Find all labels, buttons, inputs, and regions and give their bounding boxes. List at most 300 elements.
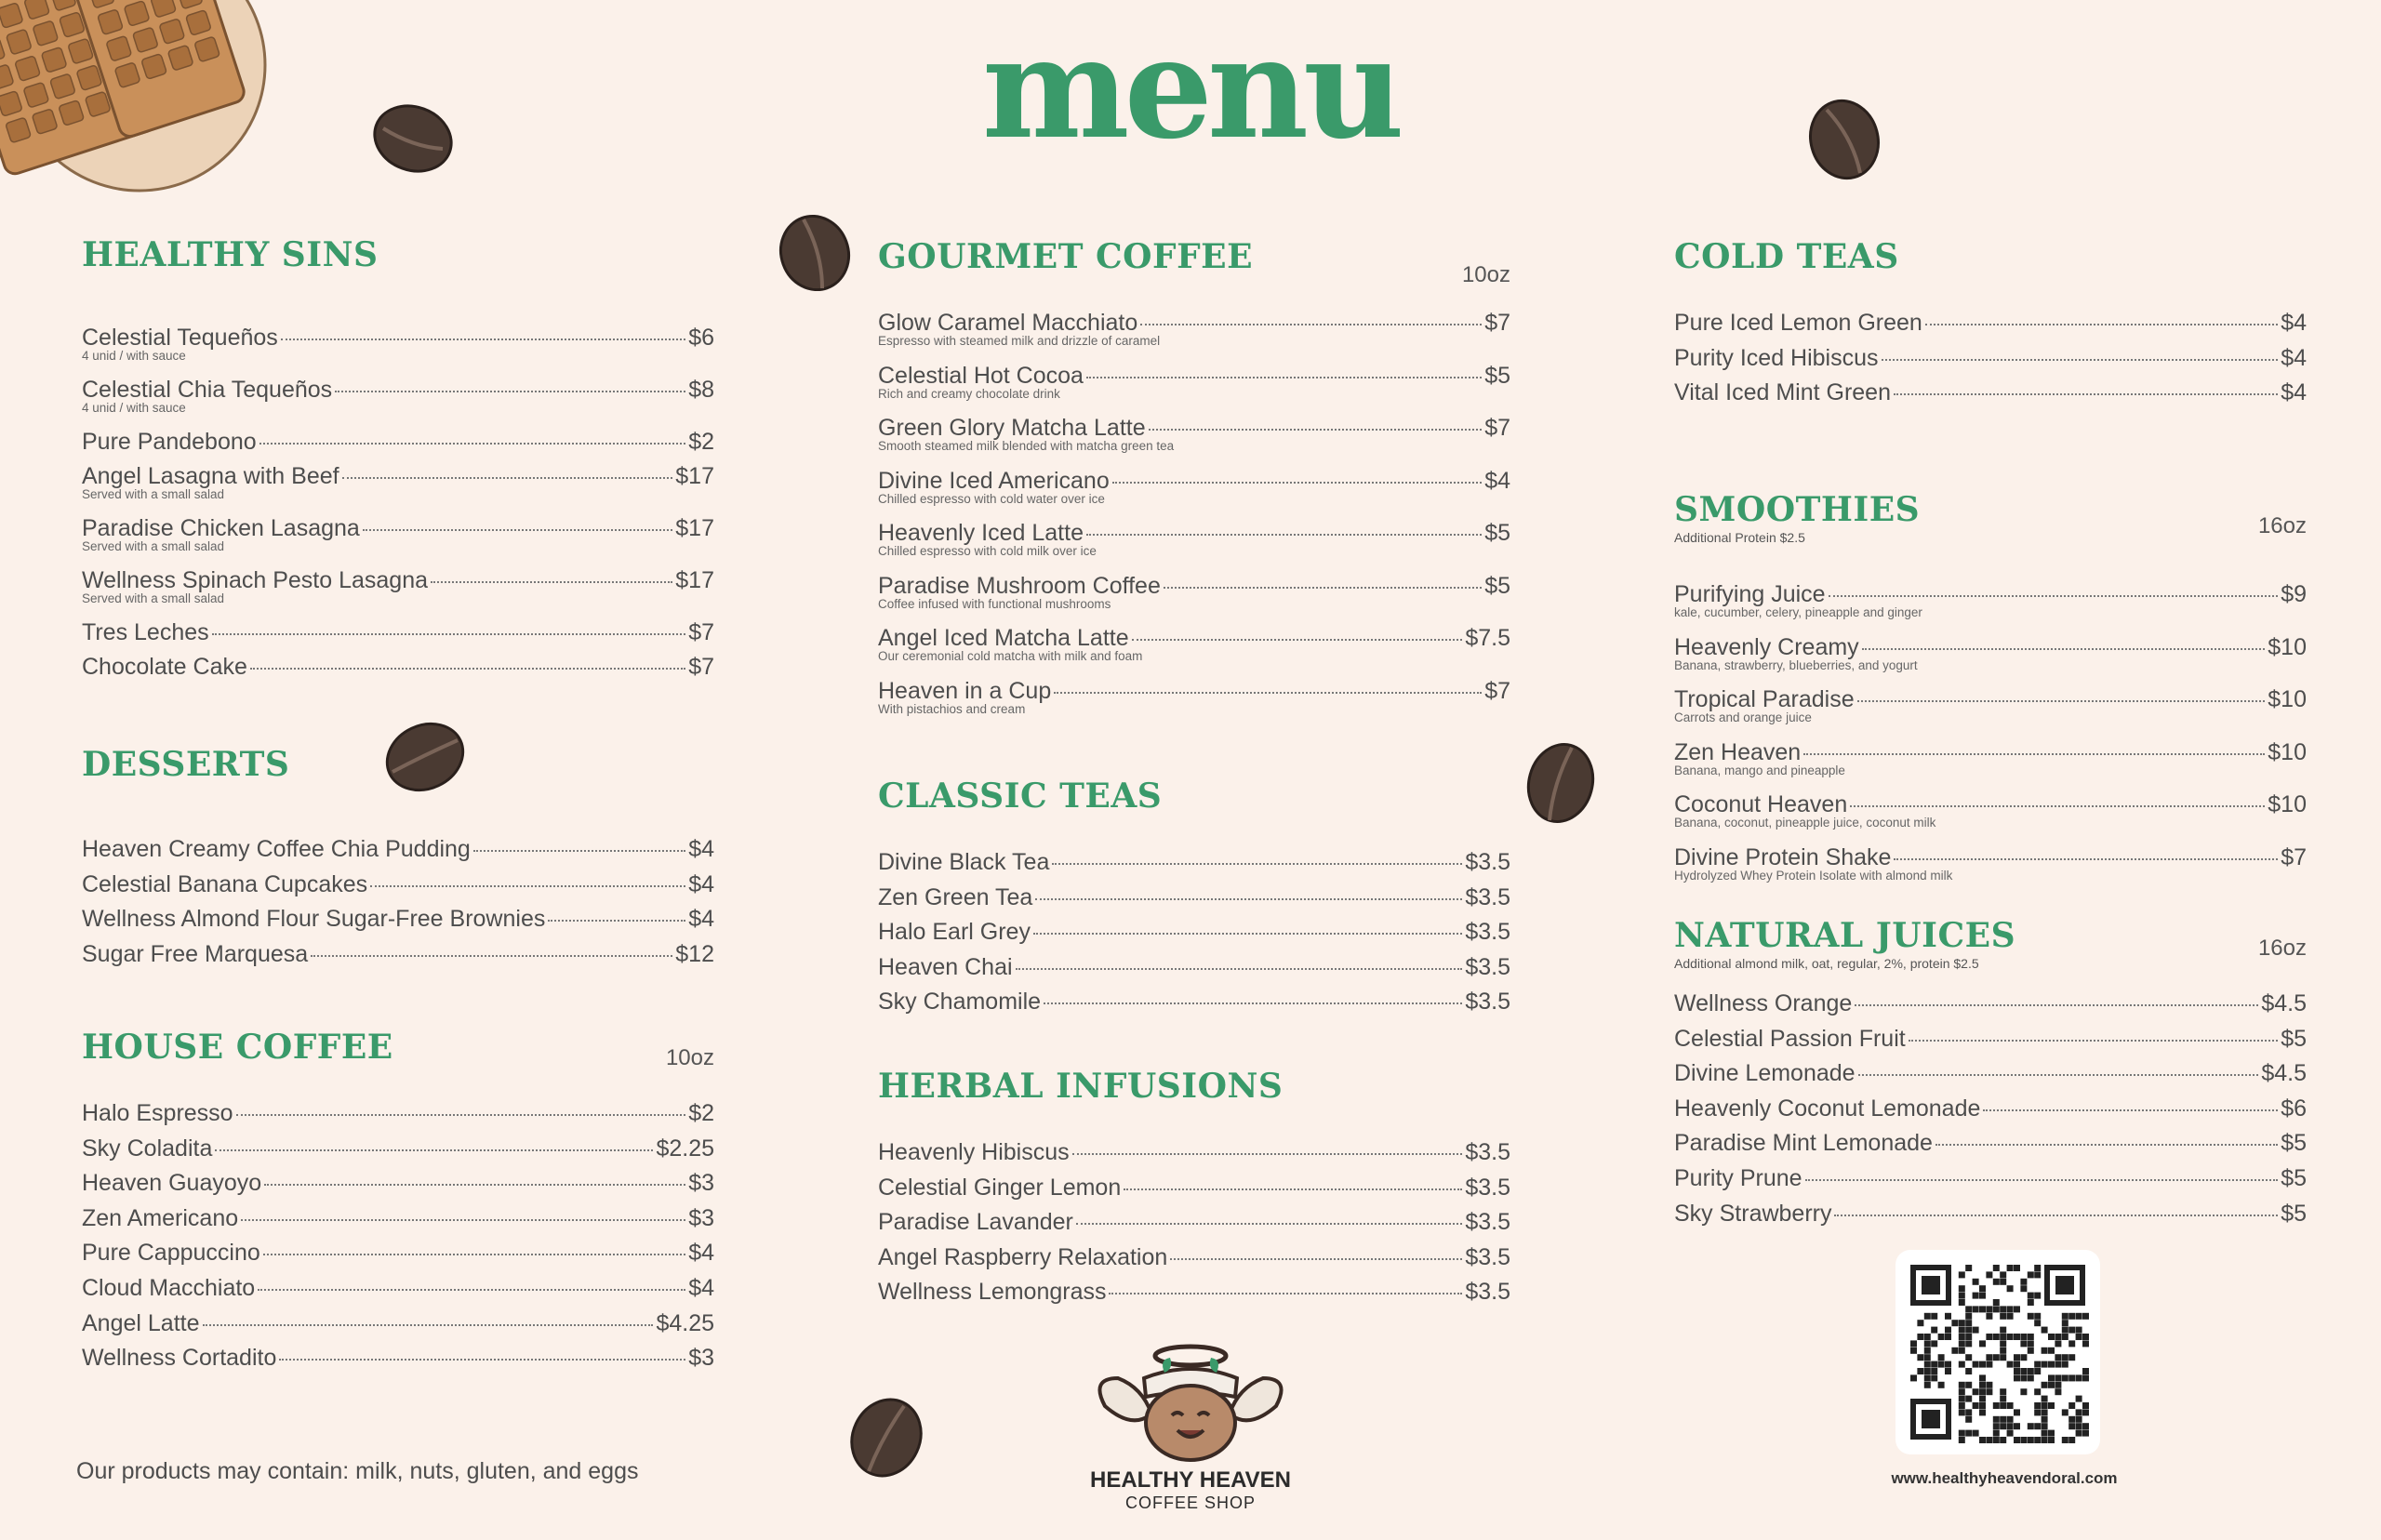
item-name: Divine Black Tea	[878, 849, 1050, 875]
item-price: $5	[2281, 1025, 2307, 1052]
item-name: Tres Leches	[82, 619, 209, 645]
section-cold-teas	[1674, 237, 2307, 405]
dot-leader	[1894, 858, 2278, 860]
section-heading: HOUSE COFFEE	[82, 1028, 393, 1067]
item-price: $7	[688, 654, 714, 680]
dot-leader	[236, 1114, 686, 1116]
menu-item	[878, 1278, 1510, 1306]
item-price: $9	[2281, 581, 2307, 607]
item-price: $17	[675, 515, 714, 541]
menu-item	[82, 653, 714, 681]
menu-item	[1674, 1129, 2307, 1157]
item-price: $3.5	[1465, 1139, 1510, 1165]
angel-mascot-logo	[1086, 1341, 1295, 1466]
menu-item-row	[1674, 685, 2307, 713]
item-price: $17	[675, 567, 714, 593]
menu-item-row	[878, 1243, 1510, 1271]
item-name: Heaven in a Cup	[878, 677, 1052, 704]
dot-leader	[1140, 324, 1482, 325]
section-natural-juices	[1674, 916, 2307, 1227]
item-name: Cloud Macchiato	[82, 1275, 256, 1301]
menu-item-row	[1674, 344, 2307, 372]
item-price: $4	[688, 1275, 714, 1301]
section-gourmet-coffee	[878, 237, 1510, 716]
menu-item	[1674, 1025, 2307, 1053]
menu-item	[1674, 633, 2307, 672]
menu-item	[82, 835, 714, 863]
menu-item	[1674, 1200, 2307, 1228]
menu-item-row	[878, 883, 1510, 911]
item-name: Heavenly Iced Latte	[878, 520, 1084, 546]
item-price: $4	[688, 906, 714, 932]
section-note: Additional Protein $2.5	[1674, 530, 1805, 545]
menu-item	[82, 618, 714, 646]
item-price: $8	[688, 377, 714, 403]
dot-leader	[241, 1219, 685, 1221]
item-name: Sky Strawberry	[1674, 1200, 1832, 1227]
menu-item	[878, 953, 1510, 981]
menu-item-row	[878, 624, 1510, 652]
item-name: Paradise Mushroom Coffee	[878, 572, 1161, 599]
coffee-bean-icon	[1806, 97, 1882, 182]
menu-item	[82, 1169, 714, 1197]
item-name: Angel Iced Matcha Latte	[878, 625, 1129, 651]
item-price: $3	[688, 1204, 714, 1231]
dot-leader	[548, 920, 685, 922]
item-price: $7	[688, 619, 714, 645]
dot-leader	[1894, 393, 2278, 395]
dot-leader	[1072, 1153, 1463, 1155]
item-name: Divine Protein Shake	[1674, 843, 1892, 870]
menu-item	[82, 1099, 714, 1127]
menu-item-row	[1674, 1200, 2307, 1228]
menu-item-row	[82, 618, 714, 646]
dot-leader	[342, 477, 673, 479]
dot-leader	[1857, 700, 2266, 702]
menu-item	[1674, 989, 2307, 1017]
qr-code-icon	[1895, 1250, 2100, 1454]
menu-item-row	[82, 1169, 714, 1197]
item-price: $3.5	[1465, 1209, 1510, 1235]
item-name: Divine Iced Americano	[878, 467, 1110, 494]
item-name: Heaven Chai	[878, 953, 1013, 980]
item-name: Heavenly Hibiscus	[878, 1139, 1070, 1165]
menu-item	[878, 883, 1510, 911]
menu-item-row	[878, 362, 1510, 390]
dot-leader	[1170, 1258, 1462, 1260]
item-name: Purifying Juice	[1674, 581, 1826, 607]
item-price: $12	[675, 940, 714, 967]
item-name: Halo Espresso	[82, 1100, 233, 1126]
item-name: Purity Prune	[1674, 1165, 1802, 1191]
menu-item-row	[878, 918, 1510, 946]
waffle-illustration	[0, 0, 270, 214]
item-name: Celestial Chia Tequeños	[82, 377, 333, 403]
item-name: Heavenly Creamy	[1674, 633, 1859, 660]
dot-leader	[1862, 648, 2266, 650]
item-description: 4 unid / with sauce	[82, 401, 186, 415]
menu-item-row	[878, 309, 1510, 337]
menu-item-row	[82, 1239, 714, 1267]
item-price: $5	[2281, 1130, 2307, 1157]
menu-item-row	[82, 1274, 714, 1302]
item-price: $6	[2281, 1095, 2307, 1122]
item-name: Wellness Spinach Pesto Lasagna	[82, 567, 428, 593]
menu-item	[82, 514, 714, 553]
menu-item	[1674, 580, 2307, 619]
menu-item	[1674, 309, 2307, 337]
menu-item	[878, 1174, 1510, 1201]
item-name: Heaven Guayoyo	[82, 1170, 262, 1197]
menu-item	[82, 376, 714, 415]
item-price: $2	[688, 1100, 714, 1126]
menu-item	[1674, 378, 2307, 406]
menu-item-row	[878, 1208, 1510, 1236]
item-name: Halo Earl Grey	[878, 919, 1031, 945]
dot-leader	[1829, 595, 2279, 597]
item-name: Vital Iced Mint Green	[1674, 379, 1891, 405]
item-price: $3.5	[1465, 883, 1510, 910]
menu-item-row	[1674, 790, 2307, 818]
menu-item-row	[1674, 1095, 2307, 1122]
item-description: Chilled espresso with cold water over ice	[878, 491, 1105, 506]
menu-item	[82, 1135, 714, 1162]
section-smoothies	[1674, 490, 2307, 883]
menu-item-row	[878, 677, 1510, 705]
item-name: Pure Pandebono	[82, 429, 257, 455]
menu-item	[878, 1208, 1510, 1236]
dot-leader	[1086, 534, 1482, 536]
menu-item-row	[82, 1344, 714, 1372]
dot-leader	[1054, 692, 1482, 694]
item-name: Paradise Mint Lemonade	[1674, 1130, 1933, 1157]
item-name: Celestial Passion Fruit	[1674, 1025, 1906, 1052]
item-price: $4	[2281, 310, 2307, 336]
menu-item-row	[878, 519, 1510, 547]
item-price: $3	[688, 1170, 714, 1197]
menu-item	[878, 572, 1510, 611]
item-description: With pistachios and cream	[878, 701, 1026, 716]
item-name: Angel Lasagna with Beef	[82, 463, 339, 489]
item-description: 4 unid / with sauce	[82, 349, 186, 363]
dot-leader	[1850, 805, 2265, 807]
dot-leader	[431, 581, 672, 583]
dot-leader	[1112, 482, 1482, 484]
item-name: Heavenly Coconut Lemonade	[1674, 1095, 1981, 1122]
item-name: Purity Iced Hibiscus	[1674, 344, 1879, 371]
section-heading: NATURAL JUICES	[1674, 916, 2016, 955]
menu-item	[878, 519, 1510, 558]
section-heading: SMOOTHIES	[1674, 490, 1921, 529]
menu-item	[1674, 1164, 2307, 1192]
item-name: Wellness Almond Flour Sugar-Free Brownies	[82, 906, 546, 932]
size-label: 10oz	[1461, 262, 1510, 287]
item-name: Celestial Tequeños	[82, 325, 278, 351]
menu-item	[878, 362, 1510, 401]
menu-item	[1674, 344, 2307, 372]
dot-leader	[1834, 1215, 2278, 1216]
item-price: $7	[2281, 843, 2307, 870]
section-heading: GOURMET COFFEE	[878, 237, 1254, 276]
item-description: Espresso with steamed milk and drizzle of caramel	[878, 334, 1161, 348]
menu-item	[82, 1239, 714, 1267]
item-name: Sky Chamomile	[878, 989, 1042, 1015]
dot-leader	[264, 1184, 685, 1186]
menu-item	[878, 918, 1510, 946]
dot-leader	[1124, 1188, 1462, 1190]
menu-item	[82, 1344, 714, 1372]
dot-leader	[1803, 753, 2265, 755]
dot-leader	[1805, 1179, 2279, 1181]
dot-leader	[212, 633, 686, 635]
dot-leader	[1855, 1004, 2258, 1006]
menu-item	[82, 905, 714, 933]
dot-leader	[263, 1254, 685, 1255]
item-description: Coffee infused with functional mushrooms	[878, 596, 1111, 611]
menu-item	[82, 462, 714, 501]
menu-item-row	[1674, 738, 2307, 766]
menu-item-row	[1674, 1129, 2307, 1157]
dot-leader	[215, 1149, 653, 1151]
menu-item-row	[82, 653, 714, 681]
section-heading: DESSERTS	[82, 745, 290, 784]
item-name: Tropical Paradise	[1674, 686, 1855, 712]
menu-item-row	[1674, 633, 2307, 661]
item-price: $10	[2268, 738, 2307, 765]
menu-item-row	[82, 870, 714, 898]
menu-item-row	[1674, 1025, 2307, 1053]
section-heading: CLASSIC TEAS	[878, 777, 1163, 816]
item-name: Heaven Creamy Coffee Chia Pudding	[82, 836, 471, 862]
item-price: $5	[1484, 572, 1510, 599]
menu-item	[1674, 738, 2307, 777]
item-name: Zen Heaven	[1674, 738, 1802, 765]
item-price: $5	[2281, 1165, 2307, 1191]
item-price: $17	[675, 463, 714, 489]
dot-leader	[281, 339, 685, 340]
item-name: Angel Latte	[82, 1309, 200, 1336]
item-description: Served with a small salad	[82, 539, 225, 553]
menu-item	[82, 1204, 714, 1232]
item-name: Wellness Lemongrass	[878, 1279, 1107, 1305]
item-description: Banana, strawberry, blueberries, and yogurt	[1674, 657, 1918, 672]
dot-leader	[311, 955, 672, 957]
dot-leader	[258, 1289, 685, 1291]
menu-item	[1674, 843, 2307, 883]
menu-item-row	[82, 835, 714, 863]
menu-item	[878, 1243, 1510, 1271]
item-name: Wellness Cortadito	[82, 1345, 277, 1372]
item-name: Celestial Ginger Lemon	[878, 1174, 1122, 1201]
item-name: Glow Caramel Macchiato	[878, 310, 1138, 336]
dot-leader	[1016, 968, 1463, 970]
menu-item-row	[1674, 1164, 2307, 1192]
item-price: $3.5	[1465, 1174, 1510, 1201]
brand-subtitle: COFFEE SHOP	[1124, 1494, 1256, 1512]
dot-leader	[1033, 933, 1462, 935]
item-price: $5	[1484, 520, 1510, 546]
section-herbal-infusions	[878, 1067, 1510, 1305]
menu-item-row	[1674, 580, 2307, 608]
dot-leader	[1109, 1293, 1462, 1294]
item-price: $10	[2268, 686, 2307, 712]
item-price: $4	[688, 870, 714, 897]
item-price: $4	[2281, 379, 2307, 405]
dot-leader	[1086, 377, 1482, 378]
menu-item-row	[82, 376, 714, 404]
dot-leader	[1882, 359, 2279, 361]
size-label: 16oz	[2257, 513, 2307, 538]
coffee-bean-icon	[370, 100, 456, 177]
menu-item-row	[1674, 309, 2307, 337]
item-description: Banana, coconut, pineapple juice, coconut milk	[1674, 816, 1936, 830]
item-price: $3.5	[1465, 989, 1510, 1015]
item-price: $4	[1484, 467, 1510, 494]
item-description: Banana, mango and pineapple	[1674, 763, 1845, 777]
item-description: Our ceremonial cold matcha with milk and foam	[878, 649, 1143, 663]
dot-leader	[250, 668, 685, 670]
item-name: Pure Cappuccino	[82, 1240, 260, 1267]
section-desserts	[82, 745, 714, 967]
item-description: Smooth steamed milk blended with matcha green tea	[878, 439, 1175, 453]
item-price: $3.5	[1465, 1279, 1510, 1305]
item-price: $7.5	[1465, 625, 1510, 651]
item-name: Celestial Banana Cupcakes	[82, 870, 368, 897]
dot-leader	[370, 885, 685, 887]
item-price: $5	[1484, 362, 1510, 389]
menu-item	[878, 1138, 1510, 1166]
menu-item-row	[878, 467, 1510, 495]
item-price: $4.25	[656, 1309, 714, 1336]
item-description: Served with a small salad	[82, 591, 225, 605]
menu-item	[878, 677, 1510, 716]
item-price: $4	[2281, 344, 2307, 371]
menu-item	[878, 988, 1510, 1016]
dot-leader	[1044, 1002, 1462, 1004]
item-name: Pure Iced Lemon Green	[1674, 310, 1922, 336]
item-description: Rich and creamy chocolate drink	[878, 386, 1060, 401]
item-price: $3.5	[1465, 1243, 1510, 1270]
section-healthy-sins	[82, 235, 714, 680]
website-url[interactable]: www.healthyheavendoral.com	[1891, 1469, 2118, 1487]
item-price: $3.5	[1465, 953, 1510, 980]
item-name: Coconut Heaven	[1674, 791, 1848, 817]
menu-item-row	[878, 414, 1510, 442]
menu-item	[1674, 1095, 2307, 1122]
item-name: Chocolate Cake	[82, 654, 247, 680]
item-price: $4	[688, 1240, 714, 1267]
menu-item	[878, 624, 1510, 663]
menu-item-row	[878, 988, 1510, 1016]
section-classic-teas	[878, 777, 1510, 1015]
item-price: $2	[688, 429, 714, 455]
menu-item-row	[878, 1278, 1510, 1306]
dot-leader	[1035, 898, 1462, 900]
menu-item-row	[82, 1099, 714, 1127]
menu-item	[82, 566, 714, 605]
item-price: $7	[1484, 415, 1510, 441]
dot-leader	[1983, 1109, 2278, 1111]
item-price: $7	[1484, 310, 1510, 336]
dot-leader	[363, 529, 672, 531]
menu-item-row	[878, 572, 1510, 600]
section-heading: HEALTHY SINS	[82, 235, 379, 274]
menu-item	[82, 428, 714, 456]
menu-item-row	[82, 1204, 714, 1232]
dot-leader	[1149, 429, 1483, 431]
brand-name: HEALTHY HEAVEN	[1089, 1467, 1292, 1493]
dot-leader	[1935, 1144, 2278, 1146]
coffee-bean-icon	[848, 1395, 924, 1480]
item-price: $2.25	[656, 1135, 714, 1162]
section-note: Additional almond milk, oat, regular, 2%, protein $2.5	[1674, 956, 1979, 971]
menu-item-row	[82, 324, 714, 352]
menu-item-row	[82, 1135, 714, 1162]
item-price: $10	[2268, 791, 2307, 817]
menu-item-row	[82, 514, 714, 542]
menu-item-row	[878, 1138, 1510, 1166]
item-name: Celestial Hot Cocoa	[878, 362, 1084, 389]
dot-leader	[203, 1324, 654, 1326]
dot-leader	[1858, 1074, 2259, 1076]
menu-item	[878, 467, 1510, 506]
menu-item-row	[1674, 378, 2307, 406]
item-name: Wellness Orange	[1674, 990, 1853, 1016]
item-price: $7	[1484, 677, 1510, 704]
menu-item-row	[878, 1174, 1510, 1201]
item-price: $4	[688, 836, 714, 862]
size-label: 16oz	[2257, 936, 2307, 961]
coffee-bean-icon	[1525, 740, 1596, 826]
menu-title: menu	[981, 7, 1400, 170]
dot-leader	[1052, 863, 1462, 865]
item-price: $6	[688, 325, 714, 351]
menu-item	[82, 1274, 714, 1302]
item-description: Served with a small salad	[82, 487, 225, 501]
qr-code[interactable]	[1895, 1250, 2100, 1454]
menu-item	[82, 940, 714, 968]
item-name: Zen Americano	[82, 1204, 239, 1231]
item-price: $4.5	[2261, 990, 2307, 1016]
item-price: $3.5	[1465, 849, 1510, 875]
menu-item	[878, 414, 1510, 453]
menu-item-row	[878, 953, 1510, 981]
item-price: $3	[688, 1345, 714, 1372]
item-price: $5	[2281, 1200, 2307, 1227]
menu-item-row	[82, 905, 714, 933]
dot-leader	[259, 443, 686, 445]
menu-item-row	[878, 848, 1510, 876]
menu-item	[1674, 1059, 2307, 1087]
section-heading: HERBAL INFUSIONS	[878, 1067, 1284, 1106]
item-description: Hydrolyzed Whey Protein Isolate with almond milk	[1674, 868, 1953, 883]
item-name: Sky Coladita	[82, 1135, 213, 1162]
menu-item	[1674, 790, 2307, 830]
dot-leader	[1164, 587, 1482, 589]
menu-item-row	[82, 428, 714, 456]
dot-leader	[1909, 1040, 2278, 1042]
size-label: 10oz	[665, 1045, 714, 1070]
menu-item-row	[1674, 843, 2307, 871]
item-description: kale, cucumber, celery, pineapple and ginger	[1674, 605, 1922, 619]
dot-leader	[1132, 639, 1463, 641]
item-price: $3.5	[1465, 919, 1510, 945]
menu-item-row	[82, 1309, 714, 1337]
item-name: Paradise Lavander	[878, 1209, 1073, 1235]
menu-item	[82, 870, 714, 898]
menu-item	[82, 324, 714, 363]
menu-item-row	[82, 462, 714, 490]
